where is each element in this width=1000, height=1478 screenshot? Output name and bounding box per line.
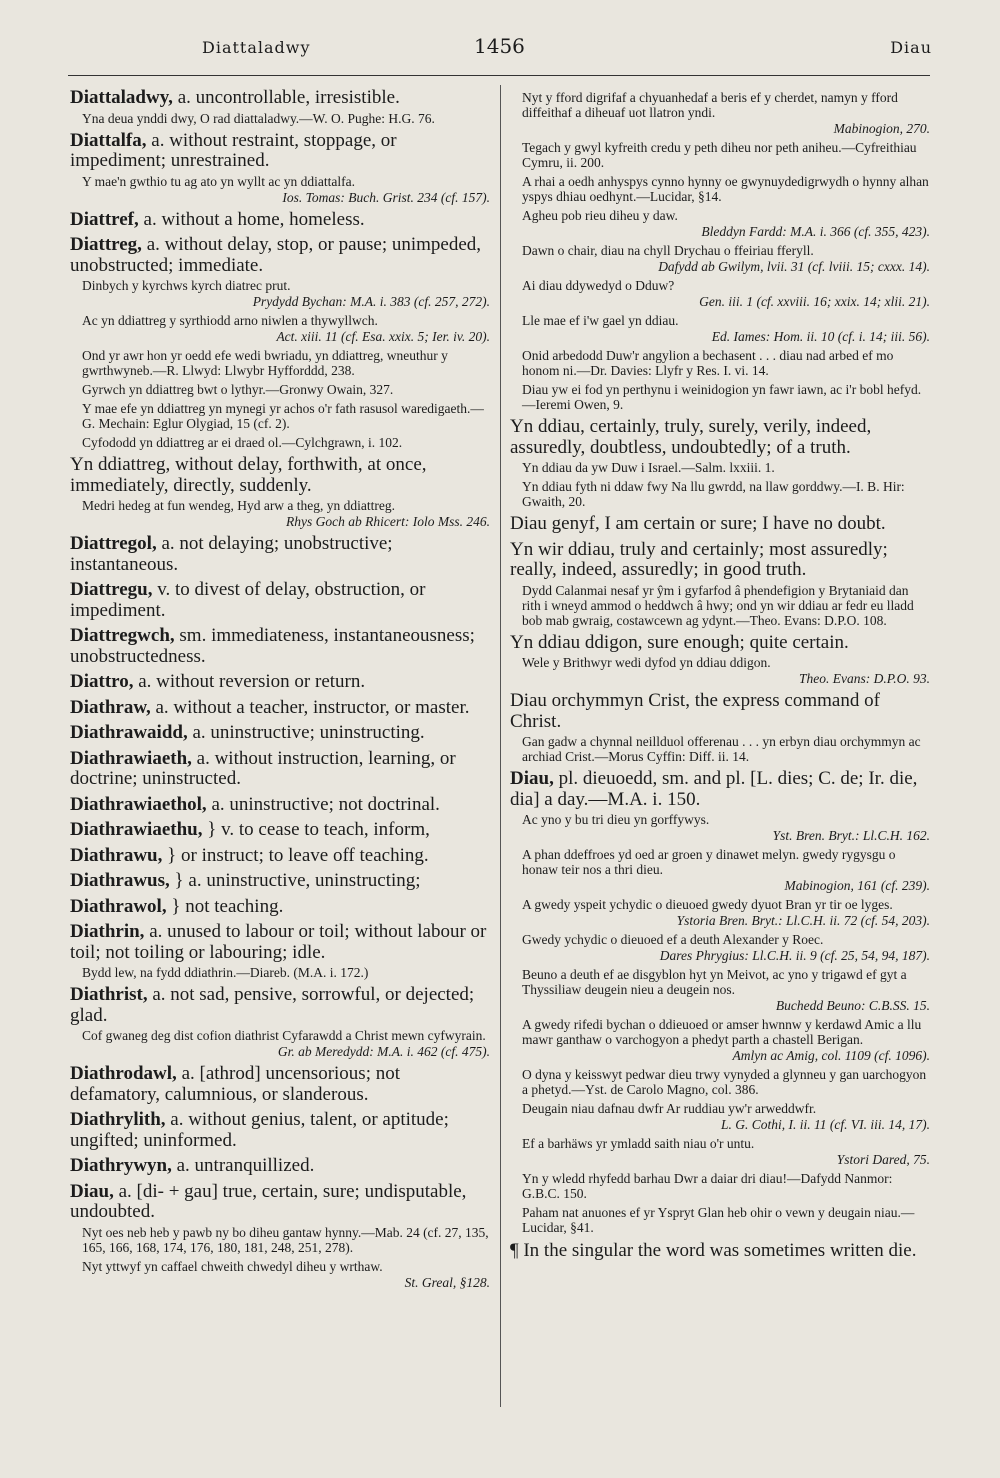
right-column [510, 88, 930, 1438]
citation-text: Yn ddiau da yw Duw i Israel.—Salm. lxxiii. 1. [522, 460, 775, 475]
citation [510, 140, 930, 170]
entry-definition [70, 698, 490, 719]
definition-text: pl. dieuoedd, sm. and pl. [L. dies; C. de; Ir. die, dia] a day.—M.A. i. 150. [510, 768, 918, 810]
entry-definition [70, 1064, 490, 1105]
citation-text: Yn ddiau fyth ni ddaw fwy Na llu gwrdd, na llaw gorddwy.—I. B. Hir: Gwaith, 20. [522, 479, 905, 509]
citation-source: Prydydd Bychan: M.A. i. 383 (cf. 257, 272). [252, 294, 490, 309]
dictionary-entry [70, 985, 490, 1059]
headword: Diathrawu, [70, 844, 163, 866]
citation [510, 583, 930, 628]
citation-text: Tegach y gwyl kyfreith credu y peth diheu nor peth aniheu.—Cyfreithiau Cymru, ii. 200. [522, 140, 917, 170]
entry-definition [70, 672, 490, 693]
dictionary-entry [70, 1064, 490, 1105]
citation [70, 435, 490, 450]
dictionary-entry [70, 580, 490, 621]
definition-text: a. untranquillized. [176, 1155, 315, 1176]
dictionary-entry [70, 723, 490, 744]
headword: Diathrywyn, [70, 1155, 172, 1176]
definition-text: Diau orchymmyn Crist, the express command of Christ. [510, 690, 880, 732]
dictionary-entry [510, 540, 930, 628]
citation [510, 479, 930, 509]
dictionary-entry [510, 90, 930, 412]
citation [510, 174, 930, 204]
headword: Diathrawiaeth, [70, 747, 192, 769]
citation-source: Amlyn ac Amig, col. 1109 (cf. 1096). [732, 1048, 930, 1063]
citation [510, 655, 930, 686]
entry-definition [70, 846, 490, 867]
headword: Diattregu, [70, 579, 153, 600]
citation [70, 401, 490, 431]
citation [70, 1225, 490, 1255]
citation [70, 111, 490, 126]
citation-source: Ed. Iames: Hom. ii. 10 (cf. i. 14; iii. 56). [711, 329, 930, 344]
citation-text: Beuno a deuth ef ae disgyblon hyt yn Meivot, ac yno y trigawd ef gyt a Thyssiliaw deugein nieu a deugein nos. [522, 967, 907, 997]
dictionary-entry [70, 131, 490, 205]
citation-text: Wele y Brithwyr wedi dyfod yn ddiau ddigon. [522, 655, 771, 670]
dictionary-entry [70, 672, 490, 693]
definition-text: a. not delaying; unobstructive; instantaneous. [70, 533, 393, 575]
definition-text: a. uncontrollable, irresistible. [177, 88, 400, 108]
citation-text: Nyt y fford digrifaf a chyuanhedaf a beris ef y cherdet, namyn y fford diffeithaf a diheuaf uot llatron yndi. [522, 90, 898, 120]
dictionary-entry [70, 749, 490, 790]
citation-text: Diau yw ei fod yn perthynu i weinidogion yn fawr iawn, ac i'r bobl hefyd.—Ieremi Owen, 9. [522, 382, 922, 412]
citation-text: Agheu pob rieu diheu y daw. [522, 208, 678, 223]
citation [510, 382, 930, 412]
citation [70, 498, 490, 529]
definition-text: a. uninstructive; uninstructing. [192, 722, 425, 743]
citation [70, 382, 490, 397]
headword: Diau, [70, 1180, 114, 1202]
entry-definition [70, 210, 490, 231]
definition-text: a. without instruction, learning, or doctrine; uninstructed. [70, 747, 456, 789]
citation [510, 734, 930, 764]
dictionary-entry [70, 871, 490, 892]
citation-text: Nyt oes neb heb y pawb ny bo diheu gantaw hynny.—Mab. 24 (cf. 27, 135, 165, 166, 168, 174, 176, 180, 181, 248, 251, 278). [82, 1224, 489, 1255]
citation-source: Ystoria Bren. Bryt.: Ll.C.H. ii. 72 (cf. 54, 203). [676, 913, 930, 928]
definition-text: a. without reversion or return. [138, 671, 366, 692]
citation-source: Bleddyn Fardd: M.A. i. 366 (cf. 355, 423). [701, 224, 930, 239]
headword: Diathrawaidd, [70, 722, 188, 743]
left-column [70, 88, 490, 1438]
headword: Diathrawus, [70, 870, 170, 891]
citation [510, 812, 930, 843]
definition-text: a. [di- + gau] true, certain, sure; undisputable, undoubted. [70, 1180, 467, 1222]
citation [510, 1067, 930, 1097]
dictionary-entry [70, 455, 490, 529]
header-rule [68, 75, 930, 76]
definition-text: } v. to cease to teach, inform, [207, 819, 430, 840]
citation-text: Gan gadw a chynnal neillduol offerenau . . . yn erbyn diau orchymmyn ac archiad Crist.—Morus Cyffin: Diff. ii. 14. [522, 734, 921, 764]
dictionary-entry [70, 1156, 490, 1177]
citation [510, 243, 930, 274]
headword: Diattaladwy, [70, 88, 173, 108]
dictionary-entry [510, 514, 930, 535]
entry-definition [70, 795, 490, 816]
definition-text: } not teaching. [171, 895, 284, 917]
citation-text: Ac yn ddiattreg y syrthiodd arno niwlen a thywyllwch. [82, 313, 378, 328]
headword: Diau, [510, 768, 554, 789]
citation [510, 847, 930, 893]
citation-text: Cyfododd yn ddiattreg ar ei draed ol.—Cylchgrawn, i. 102. [82, 435, 403, 450]
headword: Diathrawiaethol, [70, 793, 207, 815]
column-divider [500, 85, 501, 1407]
headword: Diattalfa, [70, 129, 147, 151]
headword: Diattreg, [70, 234, 142, 255]
citation-source: St. Greal, §128. [404, 1274, 490, 1290]
citation [510, 278, 930, 309]
citation [510, 1136, 930, 1167]
dictionary-entry [70, 922, 490, 980]
running-header [70, 30, 932, 64]
citation-text: Y mae'n gwthio tu ag ato yn wyllt ac yn ddiattalfa. [82, 173, 355, 189]
dictionary-entry [70, 626, 490, 667]
citation-source: Mabinogion, 161 (cf. 239). [784, 878, 930, 893]
headword: Diattregwch, [70, 625, 175, 646]
headword: Diathraw, [70, 696, 151, 718]
dictionary-entry [70, 235, 490, 450]
entry-definition [70, 235, 490, 276]
headword: Diattref, [70, 208, 139, 230]
entry-definition [70, 88, 490, 109]
entry-definition [510, 514, 930, 535]
citation [510, 1171, 930, 1201]
headword: Diathrist, [70, 984, 148, 1005]
entry-definition [510, 769, 930, 810]
entry-definition [510, 633, 930, 654]
entry-definition [70, 897, 490, 918]
entry-definition [70, 871, 490, 892]
citation-text: Dawn o chair, diau na chyll Drychau o ffeiriau fferyll. [522, 243, 814, 258]
definition-text: a. without restraint, stoppage, or impediment; unrestrained. [70, 129, 397, 171]
citation-source: Gen. iii. 1 (cf. xxviii. 16; xxix. 14; xlii. 21). [699, 294, 930, 309]
definition-text: v. to divest of delay, obstruction, or impediment. [70, 579, 426, 621]
headword: Diattregol, [70, 533, 157, 554]
entry-definition [70, 985, 490, 1026]
citation [70, 174, 490, 205]
citation [510, 967, 930, 1013]
citation-text: Medri hedeg at fun wendeg, Hyd arw a theg, yn ddiattreg. [82, 498, 396, 513]
entry-definition [70, 534, 490, 575]
citation [70, 1259, 490, 1290]
dictionary-entry [70, 88, 490, 126]
dictionary-entry [510, 633, 930, 687]
dictionary-entry [70, 698, 490, 719]
citation-text: Cof gwaneg deg dist cofion diathrist Cyfarawdd a Christ mewn cyfwyrain. [82, 1028, 486, 1043]
definition-text: a. without a teacher, instructor, or master. [155, 696, 470, 718]
citation-text: A phan ddeffroes yd oed ar groen y dinawet melyn. gwedy rygysgu o honaw teir nos a thri dieu. [522, 847, 896, 877]
citation-text: Dydd Calanmai nesaf yr ŷm i gyfarfod â phendefigion y Brytaniaid dan rith i wneyd ammod o heddwch â hwy; ond yn wir ddiau ar fedr eu lladd bob mab gwraig, costawcewn ag ydynt.—Theo. Evans: D.P.O. 108. [522, 582, 914, 628]
citation-source: Ystori Dared, 75. [836, 1152, 930, 1167]
citation [510, 1101, 930, 1132]
citation-source: Act. xiii. 11 (cf. Esa. xxix. 5; Ier. iv. 20). [276, 329, 490, 344]
right-column-entries [510, 90, 930, 1235]
citation [510, 90, 930, 136]
citation-source: Rhys Goch ab Rhicert: Iolo Mss. 246. [286, 514, 490, 529]
citation [510, 348, 930, 378]
dictionary-entry [70, 1110, 490, 1151]
citation-text: Y mae efe yn ddiattreg yn mynegi yr achos o'r fath rasusol waredigaeth.—G. Mechain: Eglur Olygiad, 15 (cf. 2). [82, 401, 484, 431]
citation [510, 1017, 930, 1063]
dictionary-entry [510, 417, 930, 509]
usage-note: ¶ In the singular the word was sometimes written die. [510, 1240, 917, 1261]
citation-source: Ios. Tomas: Buch. Grist. 234 (cf. 157). [282, 189, 490, 205]
definition-text: } or instruct; to leave off teaching. [167, 844, 429, 866]
citation-source: Buchedd Beuno: C.B.SS. 15. [775, 998, 930, 1013]
citation-source: Dares Phrygius: Ll.C.H. ii. 9 (cf. 25, 54, 94, 187). [659, 948, 930, 963]
citation [70, 278, 490, 309]
dictionary-entry [70, 897, 490, 918]
definition-text: Diau genyf, I am certain or sure; I have no doubt. [510, 513, 886, 534]
citation [70, 313, 490, 344]
entry-definition [70, 723, 490, 744]
citation [510, 460, 930, 475]
citation-text: Yn y wledd rhyfedd barhau Dwr a daiar dri diau!—Dafydd Nanmor: G.B.C. 150. [522, 1171, 893, 1201]
citation-text: Onid arbedodd Duw'r angylion a bechasent . . . diau nad arbed ef mo honom ni.—Dr. Davies: Llyfr y Res. I. vi. 14. [522, 348, 894, 378]
citation-text: Ai diau ddywedyd o Dduw? [522, 278, 675, 293]
definition-text: } a. uninstructive, uninstructing; [174, 870, 421, 891]
definition-text: Yn ddiau, certainly, truly, surely, verily, indeed, assuredly, doubtless, undoubtedly; of a truth. [510, 416, 872, 458]
dictionary-entry [70, 534, 490, 575]
citation [510, 932, 930, 963]
entry-definition [70, 455, 490, 496]
citation-text: Gwedy ychydic o dieuoed ef a deuth Alexander y Roec. [522, 932, 824, 947]
header-right-guide-word: Diau [890, 38, 932, 57]
dictionary-entry [70, 1182, 490, 1290]
dictionary-entry [70, 820, 490, 841]
definition-text: a. without genius, talent, or aptitude; ungifted; uninformed. [70, 1109, 449, 1151]
headword: Diathrodawl, [70, 1063, 177, 1084]
citation-text: Gyrwch yn ddiattreg bwt o lythyr.—Gronwy Owain, 327. [82, 382, 394, 397]
headword: Diattro, [70, 671, 134, 692]
headword: Diathrawiaethu, [70, 819, 203, 840]
citation [70, 965, 490, 980]
citation-source: Mabinogion, 270. [833, 121, 930, 136]
entry-definition [510, 540, 930, 581]
citation [70, 348, 490, 378]
entry-definition [510, 691, 930, 732]
citation-text: O dyna y keisswyt pedwar dieu trwy vynyded a glynneu y gan uarchogyon a phetyd.—Yst. de Carolo Magno, col. 386. [522, 1067, 927, 1097]
citation [70, 1028, 490, 1059]
citation-source: Dafydd ab Gwilym, lvii. 31 (cf. lviii. 15; cxxx. 14). [658, 259, 930, 274]
definition-text: a. unused to labour or toil; without labour or toil; not toiling or labouring; idle. [70, 921, 487, 963]
citation-text: Deugain niau dafnau dwfr Ar ruddiau yw'r arweddwfr. [522, 1101, 817, 1116]
citation [510, 1205, 930, 1235]
citation-text: Ac yno y bu tri dieu yn gorffywys. [522, 812, 710, 827]
citation-text: Bydd lew, na fydd ddiathrin.—Diareb. (M.A. i. 172.) [82, 965, 369, 980]
definition-text: a. without a home, homeless. [143, 208, 365, 230]
definition-text: a. [athrod] uncensorious; not defamatory, calumnious, or slanderous. [70, 1063, 401, 1105]
entry-definition [70, 131, 490, 172]
definition-text: Yn ddiattreg, without delay, forthwith, at once, immediately, directly, suddenly. [70, 454, 427, 496]
entry-definition [70, 580, 490, 621]
entry-definition [70, 1110, 490, 1151]
entry-definition [510, 417, 930, 458]
definition-text: Yn ddiau ddigon, sure enough; quite certain. [510, 631, 849, 653]
dictionary-entry [510, 691, 930, 764]
citation-text: A gwedy rifedi bychan o ddieuoed or amser hwnnw y kerdawd Amic a llu mawr ganthaw o varchogyon a phedyt parth a chastell Berigan. [522, 1017, 922, 1047]
dictionary-entry [70, 210, 490, 231]
citation-text: Paham nat anuones ef yr Yspryt Glan heb ohir o vewn y deugain niau.—Lucidar, §41. [522, 1205, 915, 1235]
citation-source: L. G. Cothi, I. ii. 11 (cf. VI. iii. 14, 17). [721, 1117, 930, 1132]
headword: Diathrylith, [70, 1109, 166, 1130]
entry-definition [70, 820, 490, 841]
dictionary-entry [70, 846, 490, 867]
citation-text: Dinbych y kyrchws kyrch diatrec prut. [82, 278, 291, 293]
citation [510, 897, 930, 928]
citation-text: Ond yr awr hon yr oedd efe wedi bwriadu, yn ddiattreg, wneuthur y gwrthwyneb.—R. Llwyd: Llwybr Hyfforddd, 238. [82, 348, 448, 378]
header-left-guide-word: Diattaladwy [202, 38, 311, 57]
entry-definition [70, 626, 490, 667]
citation-text: Yna deua ynddi dwy, O rad diattaladwy.—W. O. Pughe: H.G. 76. [82, 110, 435, 126]
citation [510, 208, 930, 239]
citation-text: A gwedy yspeit ychydic o dieuoed gwedy dyuot Bran yr tir oe lyges. [522, 897, 893, 912]
citation-text: Ef a barhäws yr ymladd saith niau o'r untu. [522, 1136, 755, 1151]
entry-definition [70, 1182, 490, 1223]
definition-text: Yn wir ddiau, truly and certainly; most assuredly; really, indeed, assuredly; in good truth. [510, 538, 888, 580]
headword: Diathrawol, [70, 895, 167, 917]
entry-definition [70, 1156, 490, 1177]
dictionary-entry [70, 795, 490, 816]
citation-text: Lle mae ef i'w gael yn ddiau. [522, 313, 679, 328]
definition-text: sm. immediateness, instantaneousness; unobstructedness. [70, 625, 475, 667]
page-number: 1456 [474, 34, 525, 58]
citation-source: Gr. ab Meredydd: M.A. i. 462 (cf. 475). [277, 1044, 490, 1059]
citation-source: Yst. Bren. Bryt.: Ll.C.H. 162. [772, 828, 930, 843]
definition-text: a. not sad, pensive, sorrowful, or dejected; glad. [70, 984, 475, 1026]
entry-definition [70, 922, 490, 963]
citation [510, 313, 930, 344]
definition-text: a. without delay, stop, or pause; unimpeded, unobstructed; immediate. [70, 234, 482, 276]
citation-text: A rhai a oedh anhyspys cynno hynny oe gwynuydedigrwydh o hynny alhan yspys dhiau oedhynt.—Lucidar, §14. [522, 174, 929, 204]
citation-text: Nyt yttwyf yn caffael chweith chwedyl diheu y wrthaw. [82, 1258, 383, 1274]
entry-definition [70, 749, 490, 790]
definition-text: a. uninstructive; not doctrinal. [211, 793, 440, 815]
headword: Diathrin, [70, 921, 145, 942]
dictionary-entry [510, 769, 930, 1235]
citation-source: Theo. Evans: D.P.O. 93. [799, 671, 930, 686]
